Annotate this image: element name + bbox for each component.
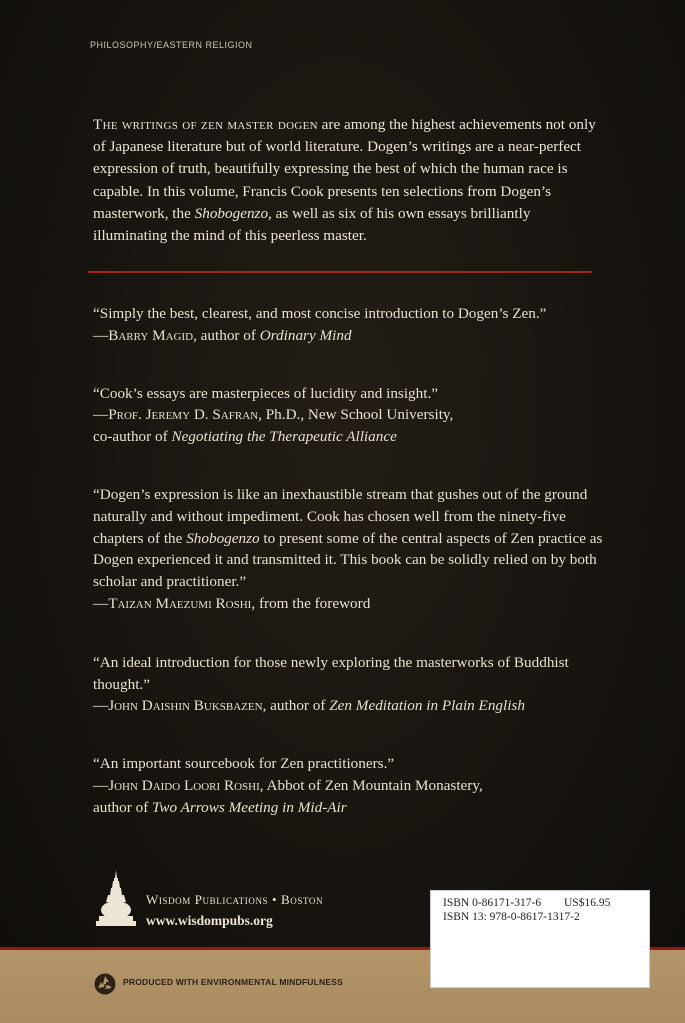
intro-text: are among the highest achievements not only of Japanese literature but of world literature. Dogen’s writings are a near-perfect expression of truth, beautifully expressing the best of which the human race is capable. In this volume, Francis Cook presents ten selections from Dogen’s masterwork, the [93,116,596,222]
quote-work: Negotiating the Therapeutic Alliance [171,428,397,446]
quote-author: John Daishin Buksbazen [108,697,263,715]
stupa-logo-icon [94,868,138,930]
quote-author: Barry Magid [108,326,194,344]
quote-text: “Dogen’s expression is like an inexhaustible stream that gushes out of the ground naturally and without impediment. Cook has chosen well from the ninety-five chapters of the Shobogenzo to present some of the central aspects of Zen practice as Dogen experienced it and transmitted it. This book can be solidly relied on by both scholar and practitioner.” [93,485,603,591]
blurb-maezumi [93,484,633,615]
quote-work: Ordinary Mind [259,326,352,344]
quote-attribution: —Taizan Maezumi Roshi, from the foreword [93,594,371,612]
intro-lead: The writings of zen master dogen [93,116,318,133]
quote-attribution-line2: author of Two Arrows Meeting in Mid-Air [93,798,347,816]
quote-attribution: —Prof. Jeremy D. Safran, Ph.D., New School University, [93,406,454,424]
quote-text: “An important sourcebook for Zen practitioners.” [93,755,395,773]
publisher-name: Wisdom Publications • Boston [146,892,324,907]
publisher-block [94,868,374,938]
intro-title: Shobogenzo, [194,204,272,222]
quote-attribution: —John Daishin Buksbazen, author of Zen Meditation in Plain English [93,697,525,715]
quote-text: “An ideal introduction for those newly exploring the masterworks of Buddhist thought.” [93,653,569,693]
quote-author: Taizan Maezumi Roshi [108,594,252,612]
quote-attribution: —John Daido Loori Roshi, Abbot of Zen Mountain Monastery, [93,776,483,794]
divider-rule [88,271,592,273]
blurb-buksbazen [93,652,633,717]
isbn-label [430,890,650,988]
quote-text: “Cook’s essays are masterpieces of lucidity and insight.” [93,384,439,402]
quote-work: Two Arrows Meeting in Mid-Air [152,798,347,816]
environmental-note: PRODUCED WITH ENVIRONMENTAL MINDFULNESS [123,977,343,987]
quote-author: Prof. Jeremy D. Safran [108,406,259,424]
quote-work: Zen Meditation in Plain English [329,697,525,715]
category-label: PHILOSOPHY/EASTERN RELIGION [90,40,253,50]
isbn-13: ISBN 13: 978-0-8617-1317-2 [443,911,580,923]
quote-attribution: —Barry Magid, author of Ordinary Mind [93,326,352,344]
blurb-safran [93,383,633,448]
quote-attribution-line2: co-author of Negotiating the Therapeutic Alliance [93,428,397,446]
recycle-icon [94,973,116,995]
publisher-url: www.wisdompubs.org [146,913,273,928]
isbn-10: ISBN 0-86171-317-6 [443,897,542,909]
intro-text2: as well as six of his own essays brilliantly illuminating the mind of this peerless master. [93,204,531,245]
intro-paragraph [93,114,603,247]
blurbs [93,303,633,855]
quote-author: John Daido Loori Roshi [108,776,260,794]
price: US$16.95 [564,897,611,909]
blurb-magid [93,303,633,347]
blurb-loori [93,753,633,818]
quote-text: “Simply the best, clearest, and most concise introduction to Dogen’s Zen.” [93,305,547,322]
